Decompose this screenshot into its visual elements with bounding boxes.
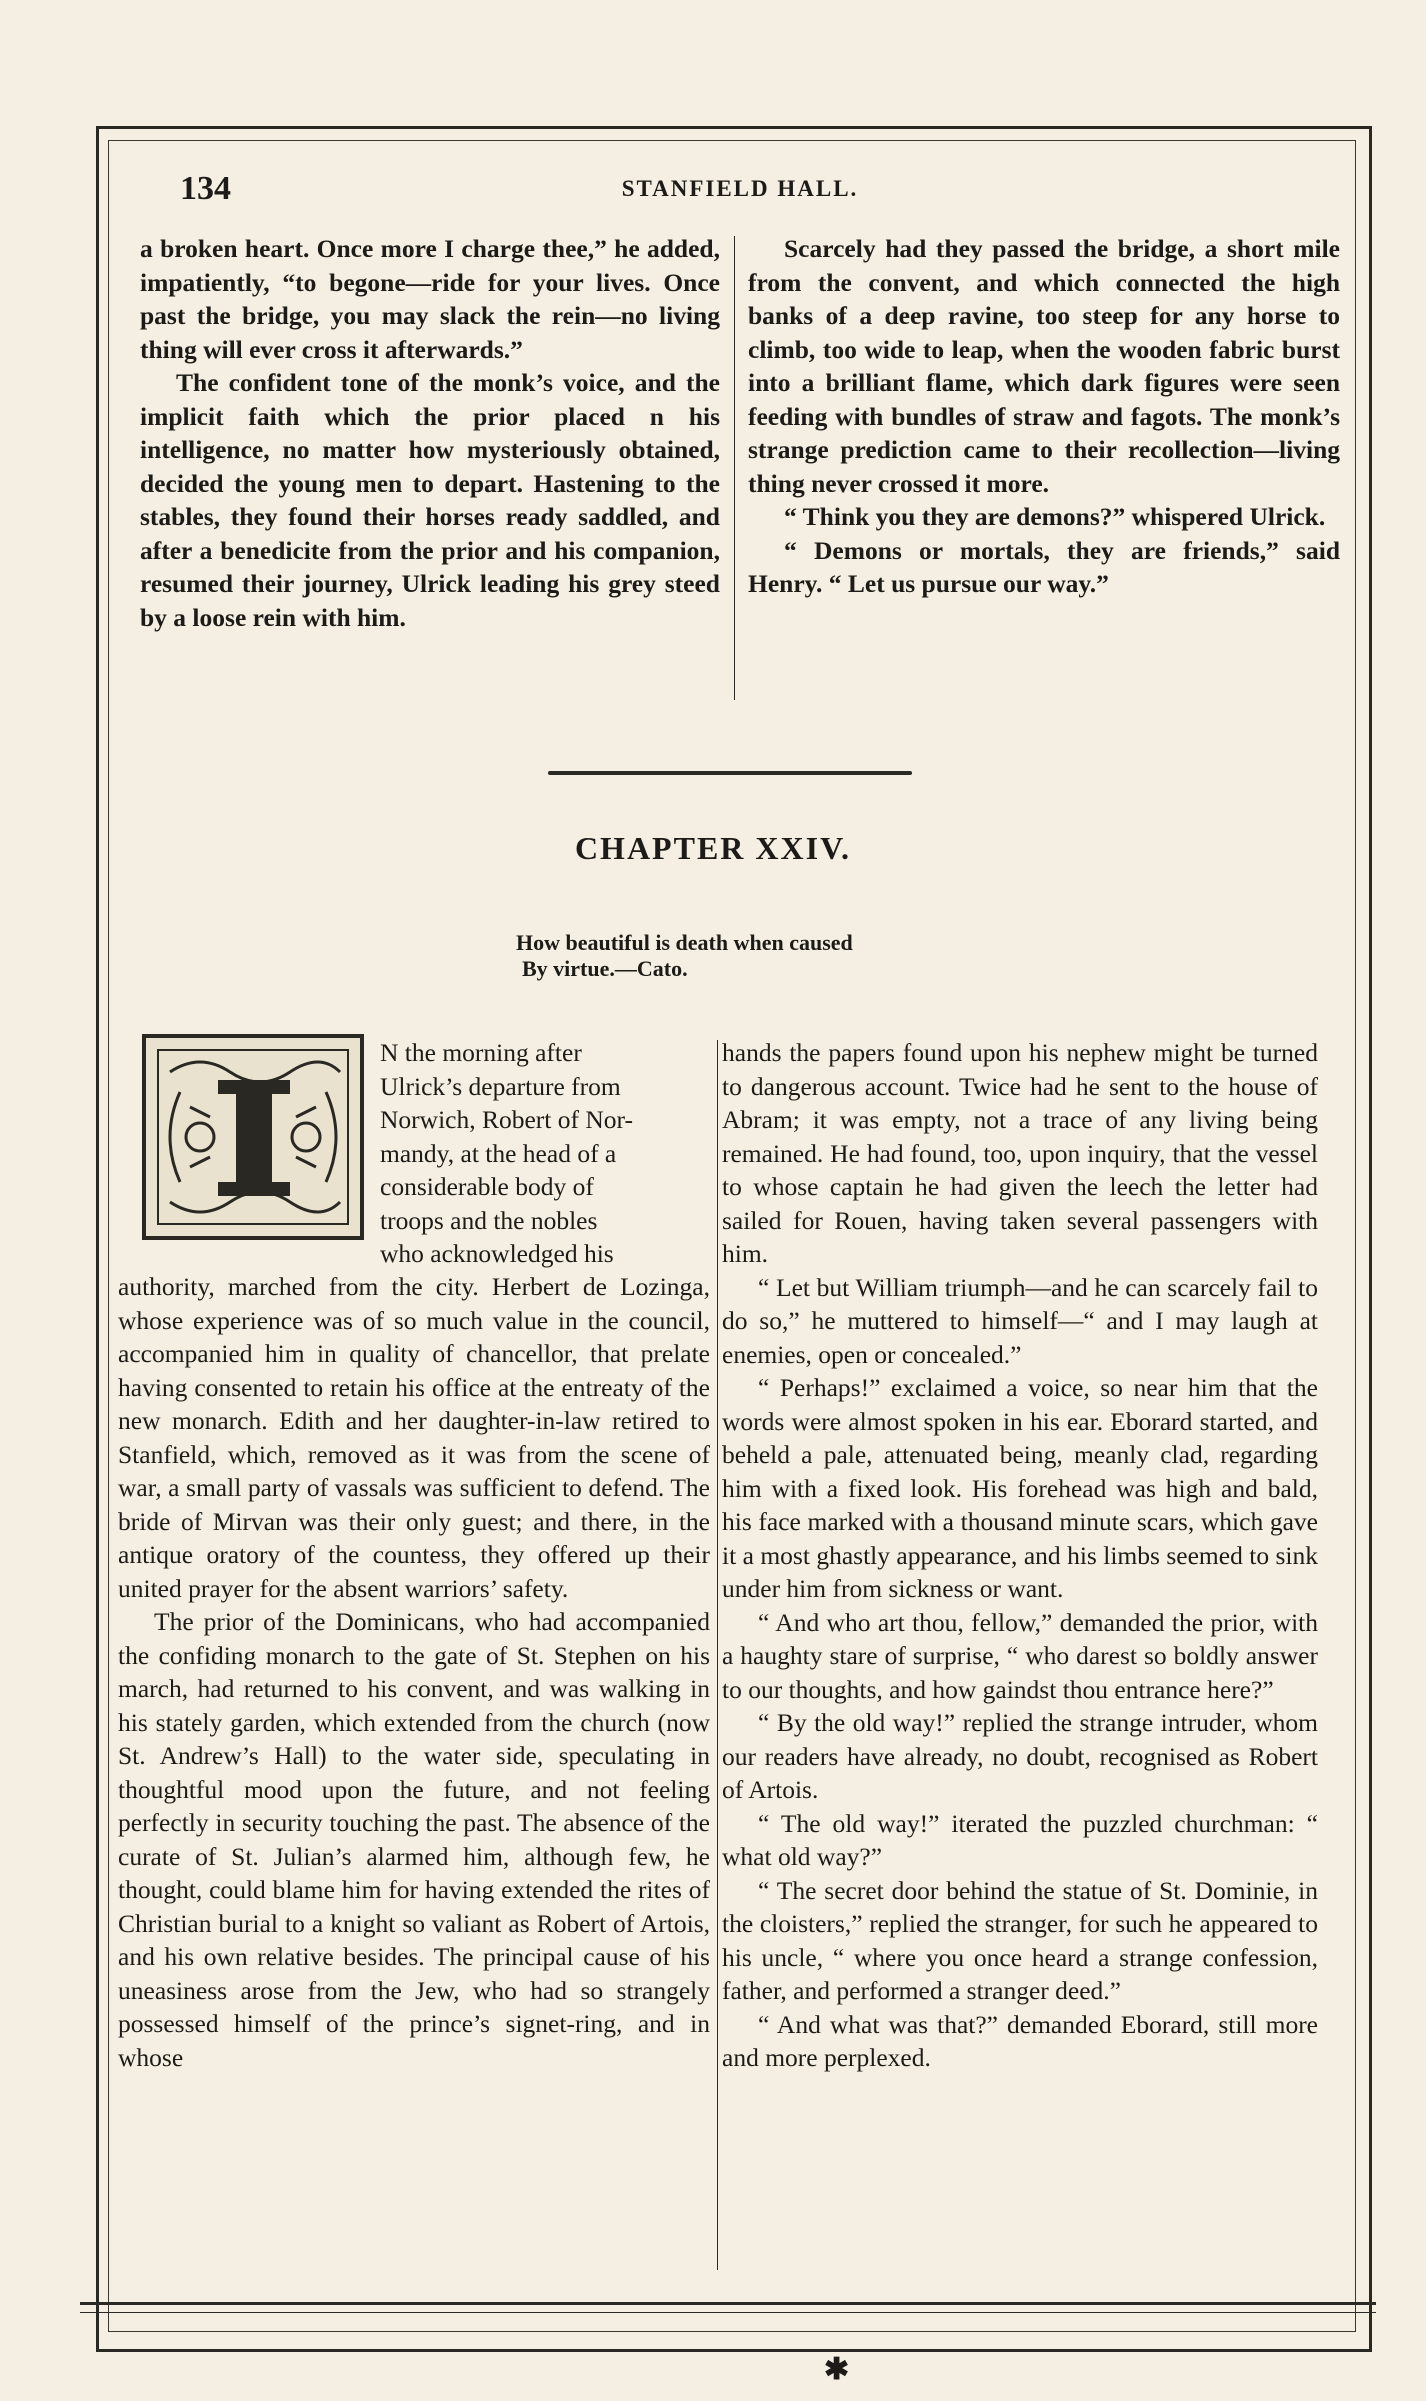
paragraph: Scarcely had they passed the bridge, a short mile from the convent, and which connected the high banks of a deep ravine, too steep for any horse to climb, too wide to leap, when the wooden fabric burst into a brilliant flame, which dark figures were seen feeding with bundles of straw and fagots. The monk’s strange prediction came to their recollection—living thing never crossed it more. bbox=[748, 234, 1340, 498]
top-left-column bbox=[140, 232, 720, 634]
chapter-title: CHAPTER XXIV. bbox=[574, 830, 852, 866]
paragraph: “ The old way!” iterated the puzzled churchman: “ what old way?” bbox=[722, 1808, 1318, 1871]
bottom-left-column bbox=[118, 1270, 710, 2074]
column-divider bbox=[734, 236, 735, 700]
paragraph: “ Perhaps!” exclaimed a voice, so near him that the words were almost spoken in his ear. Eborard started, and beheld a pale, attenuated being, meanly clad, regarding him with a fixed look. His forehead was high and bald, his face marked with a thousand minute scars, which gave it a most ghastly appearance, and his limbs seemed to sink under him from sickness or want. bbox=[722, 1373, 1318, 1603]
paragraph: The prior of the Dominicans, who had accompanied the confiding monarch to the gate of St. Stephen on his march, had returned to his convent, and was walking in his stately garden, which extended from the church (now St. Andrew’s Hall) to the water side, speculating in thoughtful mood upon the future, and not feeling perfectly in security touching the past. The absence of the curate of St. Julian’s alarmed him, although few, he thought, could blame him for having extended the rites of Christian burial to a knight so valiant as Robert of Artois, and his own relative besides. The principal cause of his uneasiness arose from the Jew, who had so strangely possessed himself of the prince’s signet-ring, and in whose bbox=[118, 1607, 710, 2072]
running-head bbox=[150, 170, 1330, 210]
opening-line: considerable body of bbox=[380, 1172, 594, 1201]
opening-line: mandy, at the head of a bbox=[380, 1138, 617, 1168]
running-title: STANFIELD HALL. bbox=[621, 176, 859, 201]
opening-line: Ulrick’s departure from bbox=[380, 1071, 621, 1101]
page-number: 134 bbox=[180, 170, 231, 207]
paragraph: “ Demons or mortals, they are friends,” said Henry. “ Let us pursue our way.” bbox=[748, 535, 1340, 598]
paragraph: The confident tone of the monk’s voice, and the implicit faith which the prior placed n his intelligence, no matter how mysteriously obtained, decided the young men to depart. Hastening to the stables, they found their horses ready saddled, and after a benedicite from the prior and his companion, resumed their journey, Ulrick leading his grey steed by a loose rein with him. bbox=[140, 368, 720, 632]
epigraph-line: How beautiful is death when caused bbox=[516, 930, 853, 955]
bottom-rule bbox=[80, 2302, 1376, 2305]
paragraph: “ Let but William triumph—and he can scarcely fail to do so,” he muttered to himself—“ and I may laugh at enemies, open or concealed.” bbox=[722, 1272, 1318, 1369]
epigraph-line: By virtue.—Cato. bbox=[522, 956, 688, 981]
paragraph: hands the papers found upon his nephew might be turned to dangerous account. Twice had he sent to the house of Abram; it was empty, not a trace of any living being remained. He had found, too, upon inquiry, that the vessel to whose captain he had given the leech the letter had sailed for Rouen, having taken several passengers with him. bbox=[722, 1038, 1318, 1268]
top-right-column bbox=[748, 232, 1340, 601]
ornamental-initial-icon bbox=[140, 1032, 366, 1242]
paragraph: a broken heart. Once more I charge thee,” he added, impatiently, “to begone—ride for your lives. Once past the bridge, you may slack the rein—no living thing will ever cross it afterwards.” bbox=[140, 234, 720, 364]
printer-ornament-icon: ✱ bbox=[824, 2353, 850, 2386]
paragraph: “ The secret door behind the statue of St. Dominie, in the cloisters,” replied the stranger, for such he appeared to his uncle, “ where you once heard a strange confession, father, and performed a stranger deed.” bbox=[722, 1875, 1318, 2005]
opening-line: who acknowledged his bbox=[380, 1239, 614, 1268]
column-divider bbox=[717, 1040, 718, 2270]
bottom-rule-thin bbox=[80, 2312, 1376, 2313]
opening-lines bbox=[380, 1036, 710, 1271]
paragraph: “ By the old way!” replied the strange intruder, whom our readers have already, no doubt, recognised as Robert of Artois. bbox=[722, 1708, 1318, 1804]
section-divider bbox=[548, 771, 912, 775]
paragraph: “ And what was that?” demanded Eborard, still more and more perplexed. bbox=[722, 2009, 1318, 2072]
paragraph: “ Think you they are demons?” whispered Ulrick. bbox=[784, 502, 1326, 531]
paragraph: authority, marched from the city. Herbert de Lozinga, whose experience was of so much value in the council, accompanied him in quality of chancellor, that prelate having consented to retain his office at the entreaty of the new monarch. Edith and her daughter-in-law retired to Stanfield, which, removed as it was from the scene of war, a small party of vassals was sufficient to defend. The bride of Mirvan was their only guest; and there, in the antique oratory of the countess, they offered up their united prayer for the absent warriors’ safety. bbox=[118, 1272, 710, 1603]
opening-line: Norwich, Robert of Nor- bbox=[380, 1105, 634, 1134]
opening-line: N the morning after bbox=[380, 1038, 582, 1067]
paragraph: “ And who art thou, fellow,” demanded the prior, with a haughty stare of surprise, “ who darest so boldly answer to our thoughts, and how gaindst thou entrance here?” bbox=[722, 1607, 1318, 1704]
opening-line: troops and the nobles bbox=[380, 1205, 598, 1235]
bottom-right-column bbox=[722, 1036, 1318, 2075]
epigraph bbox=[516, 930, 1036, 982]
